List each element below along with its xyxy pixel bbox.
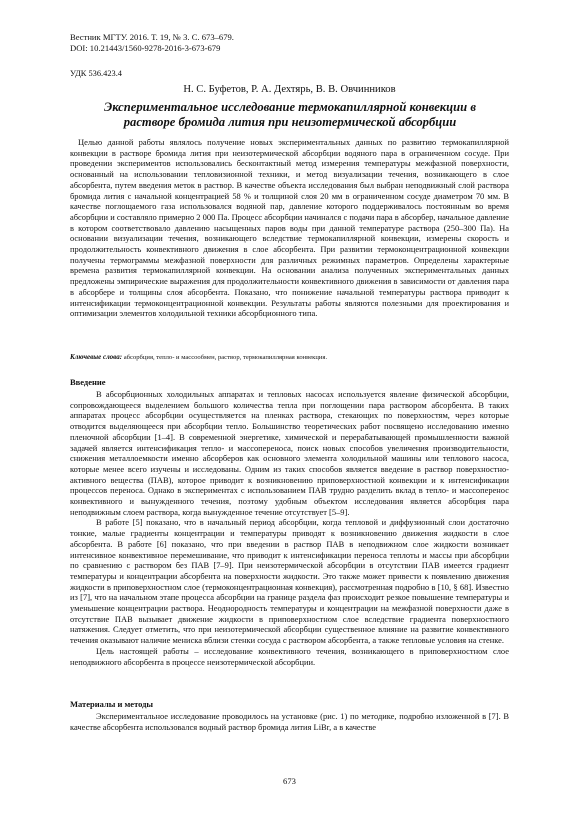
keywords-text: абсорбция, тепло- и массообмен, раствор, термокапиллярная конвекция.	[122, 354, 328, 361]
doi: DOI: 10.21443/1560-9278-2016-3-673-679	[70, 42, 221, 53]
intro-paragraph: В абсорбционных холодильных аппаратах и тепловых насосах используется явление физической абсорбции, сопровождающееся выделением большого количества тепла при поглощении пара раствором абсорбента. В таких аппаратах процесс абсорбции осуществляется на пленках раствора, стекающих по поверхностям, через которые отводится выделяющееся при абсорбции тепло. Большинство теоретических работ посвящено исследованию именно пленочной абсорбции [1–4]. В современной энергетике, химической и перерабатывающей промышленности важной задачей является интенсификация тепло- и массопереноса, поиск новых способов увеличения производительности, снижения металлоемкости именно абсорберов как основного элемента холодильной машины или теплового насоса, которые менее всего изучены и исследованы. Одним из таких способов является введение в раствор поверхностно-активного вещества (ПАВ), которое приводит к возникновению приповерхностной конвекции и к интенсификации процессов переноса. Однако в экспериментах с использованием ПАВ трудно разделить вклад в тепло- и массоперенос конвективного и вынужденного течения, поэтому удобным объектом исследования является абсорбция пара неподвижным слоем раствора, когда вынужденное течение отсутствует [5–9].	[70, 389, 509, 517]
abstract: Целью данной работы являлось получение новых экспериментальных данных по развитию термокапиллярной конвекции в растворе бромида лития при неизотермической абсорбции водяного пара в ограниченном сосуде. При проведении экспериментов использовались бесконтактный метод измерения температуры межфазной поверхности, основанный на использовании тепловизионной техники, и метод визуализации течения, возникающего в слое абсорбента, путем введения меток в раствор. В качестве объекта исследования был выбран неподвижный слой раствора бромида лития с начальной концентрацией 58 % и толщиной слоя 20 мм в ограниченном сосуде диаметром 70 мм. В качестве поглощаемого газа использовался водяной пар, давление которого поддерживалось постоянным во время абсорбции и составляло примерно 2 000 Па. Процесс абсорбции начинался с подачи пара в абсорбер, начальное давление в котором соответствовало давлению насыщенных паров воды при данной температуре раствора (250–300 Па). На основании визуализации течения, возникающего вследствие термокапиллярной конвекции, измерены скорость и продолжительность конвективного движения в слое абсорбента. При развитии термоконцентрационной конвекции получены термограммы межфазной поверхности для различных режимных параметров. Определены характерные времена развития термокапиллярной конвекции. На основании анализа полученных экспериментальных данных предложены эмпирические выражения для продолжительности конвективного движения в зависимости от давления пара в абсорбере и толщины слоя абсорбента. Показано, что понижение начальной температуры раствора приводит к интенсификации термоконцентрационной конвекции. Результаты работы являются полезными для проектирования и оптимизации элементов холодильной техники абсорбционного типа.	[70, 137, 509, 319]
journal-header	[70, 32, 234, 54]
keywords	[70, 353, 509, 362]
keywords-label: Ключевые слова:	[70, 353, 123, 361]
methods-paragraph: Экспериментальное исследование проводилось на установке (рис. 1) по методике, подробно изложенной в [7]. В качестве абсорбента использовался водный раствор бромида лития LiBr, а в качестве	[70, 711, 509, 732]
udk-code: УДК 536.423.4	[70, 69, 122, 78]
journal-citation: Вестник МГТУ. 2016. Т. 19, № 3. С. 673–679.	[70, 32, 234, 42]
intro-paragraph: Цель настоящей работы – исследование конвективного течения, возникающего в приповерхностном слое неподвижного абсорбента в процессе неизотермической абсорбции.	[70, 645, 509, 667]
methods-body	[70, 711, 509, 732]
introduction-body	[70, 389, 509, 667]
authors: Н. С. Буфетов, Р. А. Дехтярь, В. В. Овчинников	[183, 84, 396, 95]
page-number: 673	[283, 776, 296, 786]
intro-paragraph: В работе [5] показано, что в начальный период абсорбции, когда тепловой и диффузионный слои достаточно тонкие, малые градиенты концентрации и температуры приводят к возникновению движения жидкости в слое абсорбента. В работе [6] показано, что при введении в раствор ПАВ в неподвижном слое жидкости возникает интенсивное конвективное перемешивание, что приводит к интенсификации переноса теплоты и массы при абсорбции по сравнению с раствором без ПАВ [7–9]. При неизотермической абсорбции в отсутствии ПАВ имеется градиент температуры и концентрации абсорбента на поверхности жидкости. Это также может привести к появлению движения жидкости в приповерхностном слое (термоконцентрационная конвекция), рассмотренная подробно в [10, § 68]. Известно из [7], что на начальном этапе процесса абсорбции на границе раздела фаз происходит резкое повышение температуры и уменьшение концентрации раствора. Неоднородность температуры и концентрации на межфазной поверхности даже в отсутствие ПАВ вызывает движение жидкости в приповерхностном слое вследствие градиента поверхностного натяжения. Следует отметить, что при неизотермической абсорбции существенное влияние на развитие конвективного течения оказывают наличие мениска вблизи стенки сосуда с раствором абсорбента, а также тепловые условия на стенке.	[70, 517, 509, 646]
article-title: Экспериментальное исследование термокапиллярной конвекции в растворе бромида лития при неизотермической абсорбции	[104, 100, 476, 129]
section-heading-introduction: Введение	[70, 377, 106, 387]
section-heading-methods: Материалы и методы	[70, 699, 154, 709]
